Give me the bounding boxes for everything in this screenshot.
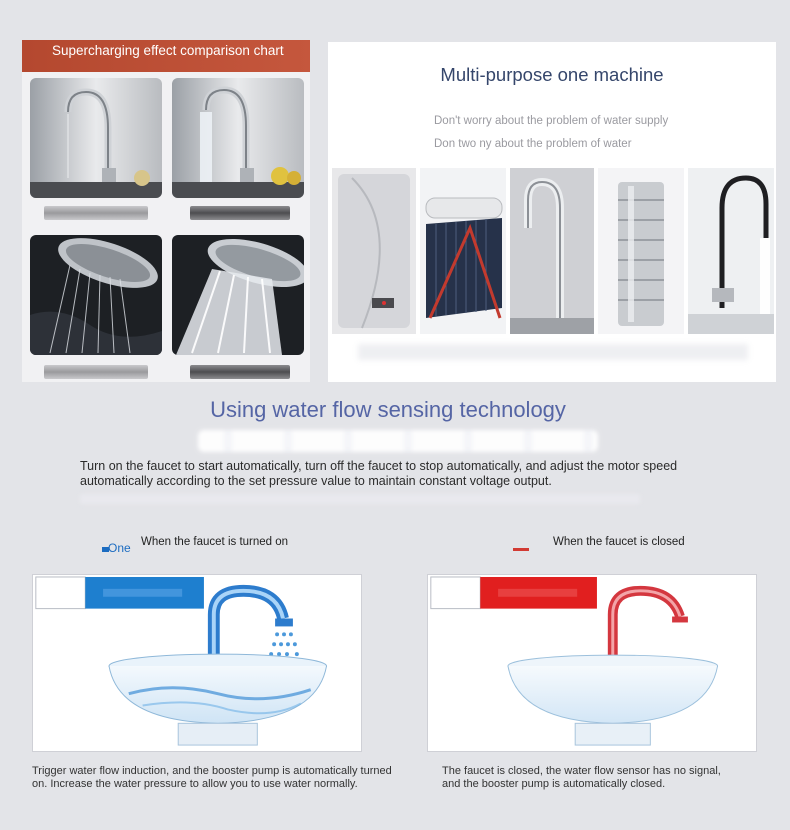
blurred-text-line (80, 494, 640, 504)
multi-title: Multi-purpose one machine (440, 64, 664, 85)
faucet-on-description: Trigger water flow induction, and the booster pump is automatically turned on. Increase the water pressure to allow you to use water normally. (32, 765, 392, 790)
multi-purpose-panel (328, 42, 776, 382)
before-label-blur-2 (44, 365, 148, 379)
multi-subtitle-1: Don't worry about the problem of water supply (434, 115, 669, 127)
before-label-blur (44, 206, 148, 220)
blurred-subtitle (198, 430, 598, 452)
multi-subtitle-2: Don two ny about the problem of water (434, 138, 632, 150)
sink-faucet-photo (688, 168, 774, 334)
after-label-blur (190, 206, 290, 220)
solar-heater-photo (420, 168, 506, 334)
one-label: One (108, 541, 131, 555)
after-label-blur-2 (190, 365, 290, 379)
flow-intro-text: Turn on the faucet to start automatically, turn off the faucet to stop automatically, and adjust the motor speed automatically according to the set pressure value to maintain constant voltage output. (80, 459, 678, 488)
blurred-caption (358, 344, 748, 360)
faucet-before-photo (30, 78, 162, 198)
faucet-closed-caption: When the faucet is closed (553, 536, 685, 548)
water-tank-photo (598, 168, 684, 334)
shower-after-photo (172, 235, 304, 355)
faucet-closed-description: The faucet is closed, the water flow sensor has no signal, and the booster pump is automatically closed. (442, 765, 721, 790)
faucet-closed-diagram (427, 574, 757, 752)
comparison-header: Supercharging effect comparison chart (22, 40, 310, 72)
faucet-after-photo (172, 78, 304, 198)
flow-sensing-title: Using water flow sensing technology (210, 397, 566, 422)
faucet-on-caption: When the faucet is turned on (141, 536, 289, 548)
water-heater-photo (332, 168, 416, 334)
comparison-panel (22, 40, 310, 382)
kitchen-faucet-photo (510, 168, 594, 334)
faucet-on-diagram (32, 574, 362, 752)
shower-before-photo (30, 235, 162, 355)
off-marker-icon (513, 548, 529, 551)
